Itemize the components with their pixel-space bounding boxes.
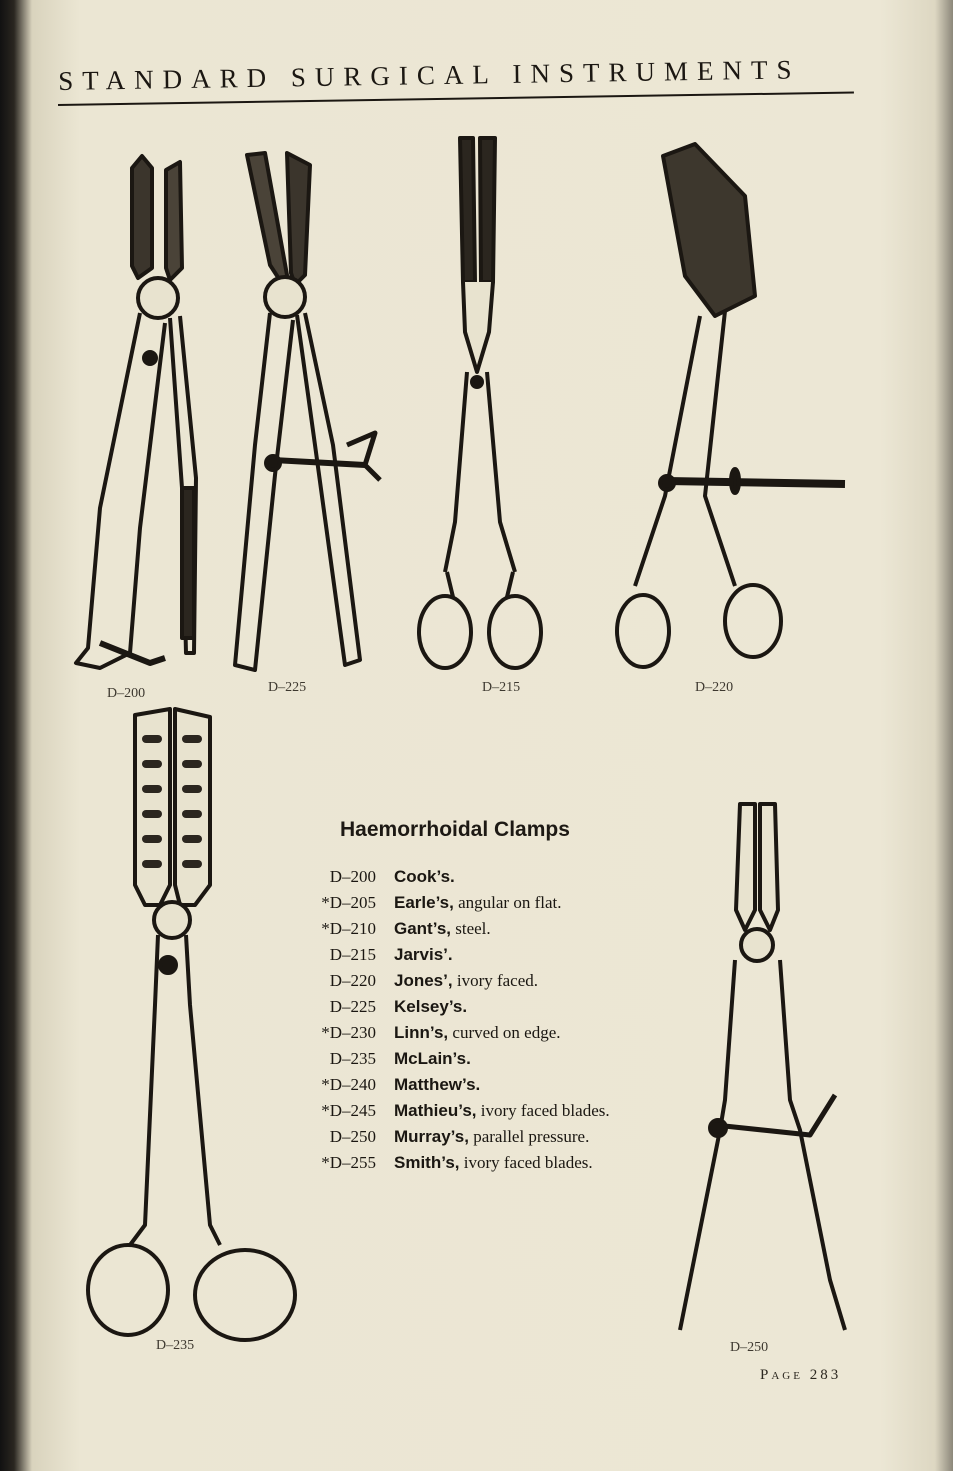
item-code: *D–205 <box>321 893 376 912</box>
caption-d250: D–250 <box>730 1340 769 1355</box>
item-description: ivory faced blades. <box>476 1101 610 1120</box>
item-code: D–200 <box>329 867 376 886</box>
item-name: Smith’s, <box>394 1153 460 1172</box>
page-number: Page 283 <box>760 1367 842 1383</box>
item-description: ivory faced. <box>452 971 539 990</box>
caption-d220: D–220 <box>695 680 734 695</box>
caption-d215: D–215 <box>482 680 521 695</box>
list-item <box>290 1046 650 1072</box>
list-item <box>290 890 650 916</box>
item-code: *D–255 <box>321 1153 376 1172</box>
caption-d235: D–235 <box>156 1338 195 1353</box>
item-description: curved on edge. <box>448 1023 561 1042</box>
item-code: D–250 <box>329 1127 376 1146</box>
item-name: Jarvis’. <box>394 945 453 964</box>
item-name: Cook’s. <box>394 867 455 886</box>
item-code: D–220 <box>329 971 376 990</box>
item-name: McLain’s. <box>394 1049 471 1068</box>
page-header: STANDARD SURGICAL INSTRUMENTS <box>58 54 801 96</box>
item-name: Linn’s, <box>394 1023 449 1042</box>
list-item <box>290 1072 650 1098</box>
item-name: Kelsey’s. <box>394 997 468 1016</box>
list-item <box>290 1150 650 1176</box>
instrument-d225-illustration <box>225 145 385 680</box>
list-item <box>290 864 650 890</box>
instrument-d235-illustration <box>70 705 310 1345</box>
item-description: angular on flat. <box>453 893 562 912</box>
instrument-d220-illustration <box>605 136 855 676</box>
instrument-d250-illustration <box>660 800 860 1345</box>
list-item <box>290 968 650 994</box>
item-code: D–215 <box>329 945 376 964</box>
item-code: D–235 <box>329 1049 376 1068</box>
item-name: Earle’s, <box>394 893 454 912</box>
caption-d225: D–225 <box>268 680 307 695</box>
instrument-d200-illustration <box>70 148 200 678</box>
item-code: *D–240 <box>321 1075 376 1094</box>
item-name: Murray’s, <box>394 1127 469 1146</box>
list-item <box>290 1124 650 1150</box>
caption-d200: D–200 <box>107 686 146 701</box>
item-code: D–225 <box>329 997 376 1016</box>
item-name: Gant’s, <box>394 919 451 938</box>
item-name: Mathieu’s, <box>394 1101 477 1120</box>
item-code: *D–230 <box>321 1023 376 1042</box>
item-description: steel. <box>451 919 491 938</box>
list-item <box>290 994 650 1020</box>
list-item <box>290 1020 650 1046</box>
item-code: *D–245 <box>321 1101 376 1120</box>
list-item <box>290 1098 650 1124</box>
item-name: Jones’, <box>394 971 453 990</box>
instrument-d215-illustration <box>405 132 570 677</box>
item-description: parallel pressure. <box>468 1127 590 1146</box>
item-code: *D–210 <box>321 919 376 938</box>
item-name: Matthew’s. <box>394 1075 481 1094</box>
item-description: ivory faced blades. <box>459 1153 593 1172</box>
clamp-list <box>290 864 650 1176</box>
section-title: Haemorrhoidal Clamps <box>340 818 570 841</box>
list-item <box>290 942 650 968</box>
list-item <box>290 916 650 942</box>
